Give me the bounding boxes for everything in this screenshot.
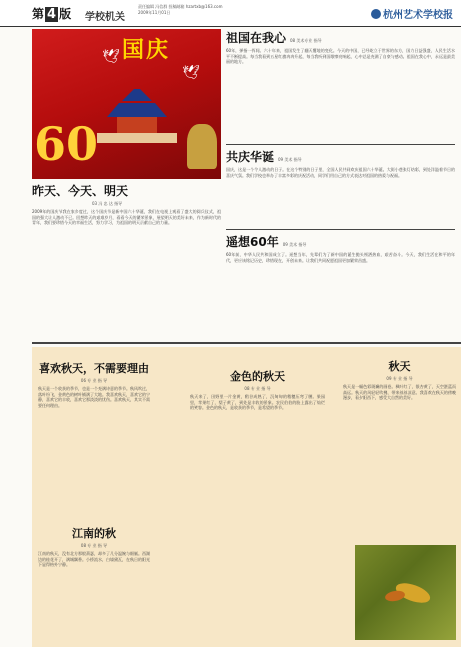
article-title: 江南的秋 [72, 527, 116, 540]
paper-name-text: 杭州艺术学校报 [383, 10, 453, 21]
article-title: 金色的秋天 [230, 370, 285, 383]
article-title: 喜欢秋天，不需要理由 [39, 362, 149, 375]
masthead-meta [138, 4, 258, 15]
article [226, 233, 455, 263]
article-title-text: 祖国在我心 [226, 31, 287, 45]
article-title [226, 233, 455, 250]
temple-of-heaven-illustration [92, 89, 182, 149]
article-byline: 09 美术 指导 [278, 157, 302, 162]
national-day-poster [32, 29, 221, 179]
article [32, 182, 221, 226]
article [38, 525, 150, 568]
section-name: 学校机关 [85, 12, 125, 23]
article [226, 148, 455, 178]
article [190, 368, 325, 411]
page-label-post: 版 [59, 7, 72, 21]
article [343, 358, 456, 401]
masthead [0, 0, 461, 27]
page-label-pre: 第 [32, 7, 45, 21]
paper-name [371, 6, 453, 21]
article [38, 360, 150, 408]
article-title-text: 共庆华诞 [226, 150, 275, 164]
article-byline: 08 专 业 指 导 [80, 543, 108, 548]
dove-icon: 🕊 [102, 49, 120, 65]
poster-title: 国庆 [122, 38, 171, 63]
poster-number: 60 [34, 117, 99, 171]
stone-lion-illustration [187, 124, 217, 169]
article-body: 2009年的国庆节我在家乡度过，这个国庆节是新中国六十华诞，我们在电视上观看了盛大的阅兵仪式，祖国的强大让人激动不已。回想昨天的艰难岁月，看看今天的繁荣景象，展望明天的美好未来，作为新时代的青年，我们要珍惜今天的幸福生活，努力学习，为祖国的明天贡献自己的力量。 [32, 209, 221, 225]
article-title [226, 148, 455, 165]
page-number: 4 [47, 7, 57, 22]
article-title-text: 遥想60年 [226, 235, 279, 249]
article-body: 60年，弹指一挥间。六十年来，祖国发生了翻天覆地的变化。今天的中国，已经屹立于世界的东方，国力日益强盛，人民生活水平不断提高。每当我看到五星红旗冉冉升起，每当我听到国歌嘹亮响起，心中总是充满了自豪与感动。祖国在我心中，永远是最美丽的地方。 [226, 48, 455, 64]
page-label [32, 5, 71, 22]
article-body: 秋天来了，田野里一片金黄，稻谷成熟了，沉甸甸的稻穗压弯了腰。果园里，苹果红了，梨子黄了，到处是丰收的景象。农民伯伯的脸上露出了灿烂的笑容。金色的秋天，是收获的季节，是希望的季节。 [190, 394, 325, 410]
divider [226, 229, 455, 230]
article-body: 国庆，这是一个令人激动的日子。在这个特别的日子里，全国人民共同欢庆祖国六十华诞。大街小巷张灯结彩，到处洋溢着节日的喜庆气氛。我们学校也举办了丰富多彩的庆祝活动，同学们用自己的方式表达对祖国的热爱与祝福。 [226, 167, 455, 178]
dove-icon: 🕊 [182, 65, 200, 81]
article-body: 秋天是一幅色彩斑斓的画卷。枫叶红了，银杏黄了，天空湛蓝而高远。秋天的风轻轻吹拂，带来丝丝凉意。我喜欢在秋天的傍晚漫步，看夕阳西下，感受大自然的美好。 [343, 384, 456, 400]
meta-line: 2009年11月01日 [138, 9, 171, 15]
article-title: 秋天 [388, 360, 411, 373]
meta-line: 责任编辑 冯信群 投稿邮箱 hzartxb@163.com [138, 4, 223, 9]
article [226, 29, 455, 65]
article-byline: 08 专 业 指 导 [244, 386, 271, 391]
article-byline: 06 专 业 指 导 [80, 378, 108, 383]
article-byline: 08 美术专业 指导 [290, 38, 322, 43]
article-byline: 09 专 业 指 导 [386, 376, 413, 381]
section-divider [32, 342, 461, 344]
article-byline: 03 冯 忠 达 指导 [92, 201, 123, 206]
article-byline: 09 美术 指导 [282, 242, 307, 247]
divider [226, 144, 455, 145]
article-body: 江南的秋天，没有北方那般萧瑟，却多了几分温婉与细腻。西湖边的桂花开了，满城飘香。小桥流水，白墙黛瓦，在秋日的阳光下显得格外宁静。 [38, 551, 150, 567]
article-body: 60年前，中华人民共和国成立了。遥想当年，先辈们为了新中国的诞生抛头颅洒热血，艰苦奋斗。今天，我们生活在和平的年代，更应该铭记历史，珍惜现在，开创未来。让我们共同祝愿祖国更加繁荣昌盛。 [226, 252, 455, 263]
autumn-leaf-photo [355, 545, 456, 640]
article-title [226, 29, 455, 46]
article-body: 秋天是一个收获的季节，也是一个充满诗意的季节。秋风吹过，落叶纷飞，金黄色的树叶铺满了大地。我喜欢秋天，喜欢它的宁静，喜欢它的丰收，喜欢它那淡淡的忧伤。喜欢秋天，其实不需要任何理由。 [38, 386, 150, 408]
article-title: 昨天、今天、明天 [32, 184, 129, 198]
school-logo-icon [371, 9, 381, 19]
